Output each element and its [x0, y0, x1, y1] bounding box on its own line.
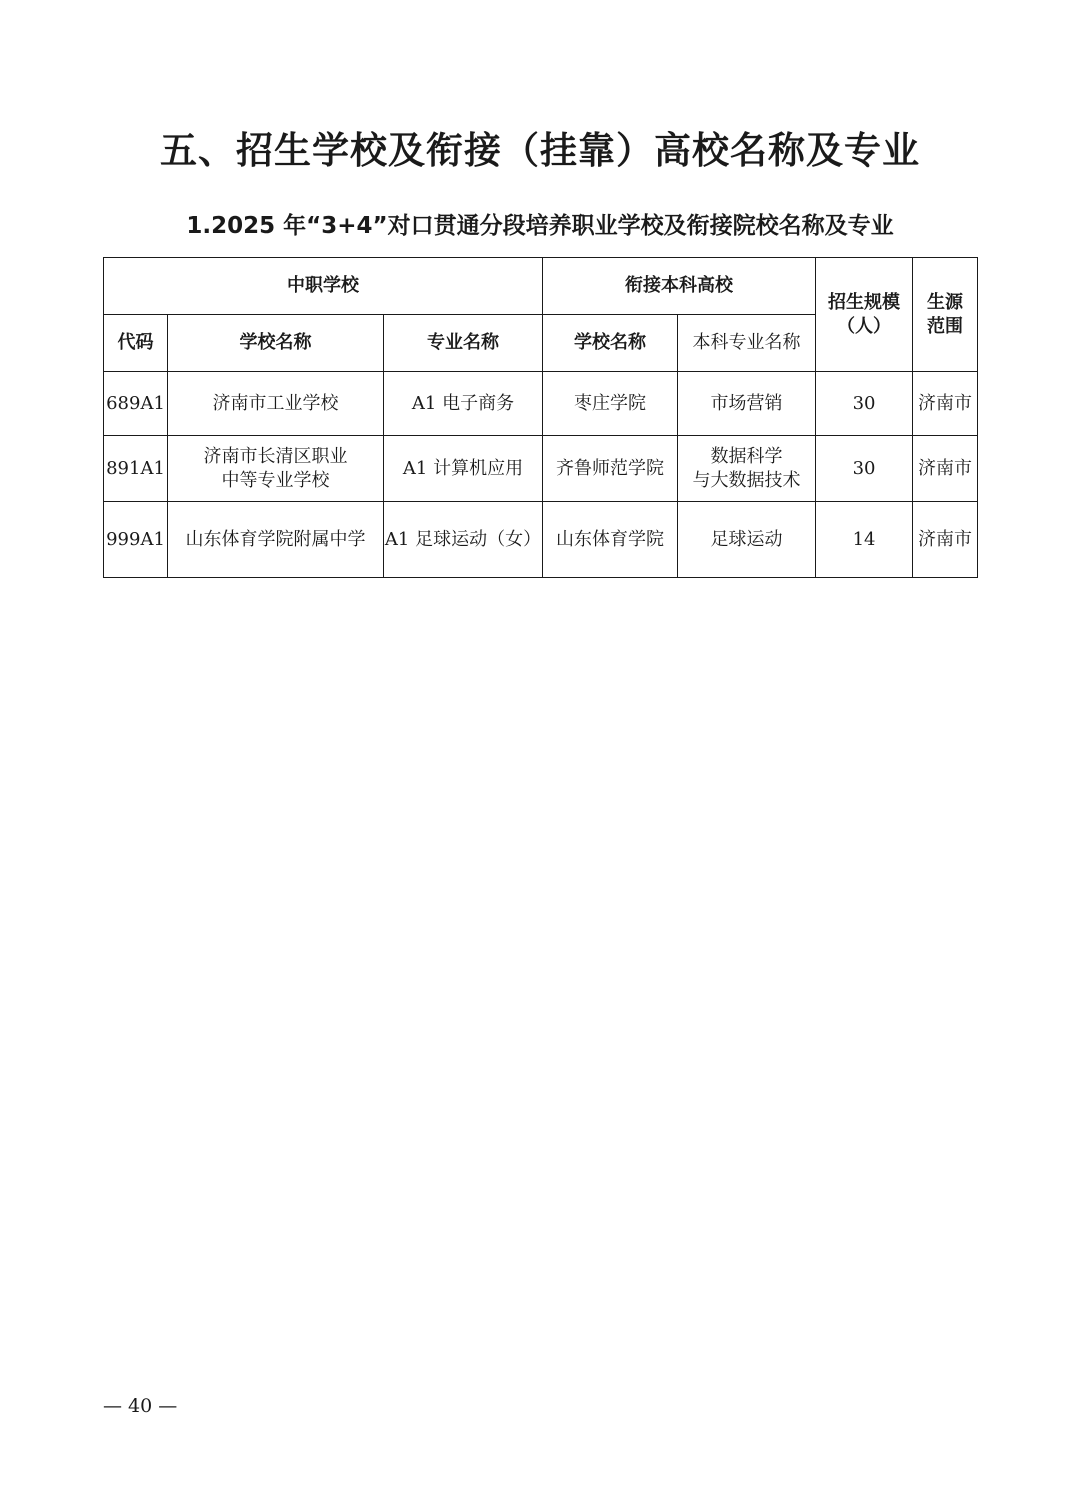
header-enrollment [816, 258, 913, 372]
cell-univ-major-line1: 数据科学 [710, 445, 783, 467]
header-enrollment-line2: （人） [837, 315, 892, 337]
table-row [104, 502, 978, 578]
table-row [104, 372, 978, 436]
cell-univ-major-line1: 足球运动 [710, 528, 783, 550]
header-source [913, 258, 978, 372]
header-source-line1: 生源 [927, 291, 964, 313]
cell-univ-major-line2: 与大数据技术 [692, 469, 801, 491]
cell-school-line1: 济南市工业学校 [212, 392, 339, 414]
group-header-row [104, 258, 978, 315]
cell-univ: 枣庄学院 [543, 372, 678, 436]
cell-code: 891A1 [104, 436, 168, 502]
cell-school-line1: 山东体育学院附属中学 [185, 528, 366, 550]
cell-major: A1 电子商务 [384, 372, 543, 436]
cell-major: A1 足球运动（女） [384, 502, 543, 578]
header-univ-major-name: 本科专业名称 [678, 315, 816, 372]
cell-univ: 山东体育学院 [543, 502, 678, 578]
header-univ-school-name: 学校名称 [543, 315, 678, 372]
header-enrollment-line1: 招生规模 [828, 291, 901, 313]
cell-school-line2: 中等专业学校 [221, 469, 330, 491]
cell-univ-major-line1: 市场营销 [710, 392, 783, 414]
header-major-name: 专业名称 [384, 315, 543, 372]
cell-school [168, 502, 384, 578]
header-university: 衔接本科高校 [543, 258, 816, 315]
page-title: 五、招生学校及衔接（挂靠）高校名称及专业 [160, 129, 920, 172]
cell-source: 济南市 [913, 372, 978, 436]
cell-code: 999A1 [104, 502, 168, 578]
cell-univ: 齐鲁师范学院 [543, 436, 678, 502]
cell-enrollment: 14 [816, 502, 913, 578]
cell-source: 济南市 [913, 436, 978, 502]
cell-major: A1 计算机应用 [384, 436, 543, 502]
program-table [103, 257, 978, 578]
cell-code: 689A1 [104, 372, 168, 436]
cell-enrollment: 30 [816, 436, 913, 502]
cell-school [168, 436, 384, 502]
header-school-name: 学校名称 [168, 315, 384, 372]
cell-univ-major [678, 436, 816, 502]
table-row [104, 436, 978, 502]
header-source-line2: 范围 [927, 315, 964, 337]
cell-source: 济南市 [913, 502, 978, 578]
cell-enrollment: 30 [816, 372, 913, 436]
cell-univ-major [678, 502, 816, 578]
cell-school-line1: 济南市长清区职业 [203, 445, 348, 467]
page-number: — 40 — [103, 1395, 178, 1417]
cell-univ-major [678, 372, 816, 436]
header-secondary-school: 中职学校 [104, 258, 543, 315]
header-code: 代码 [104, 315, 168, 372]
section-subtitle: 1.2025 年“3+4”对口贯通分段培养职业学校及衔接院校名称及专业 [186, 213, 894, 239]
cell-school [168, 372, 384, 436]
